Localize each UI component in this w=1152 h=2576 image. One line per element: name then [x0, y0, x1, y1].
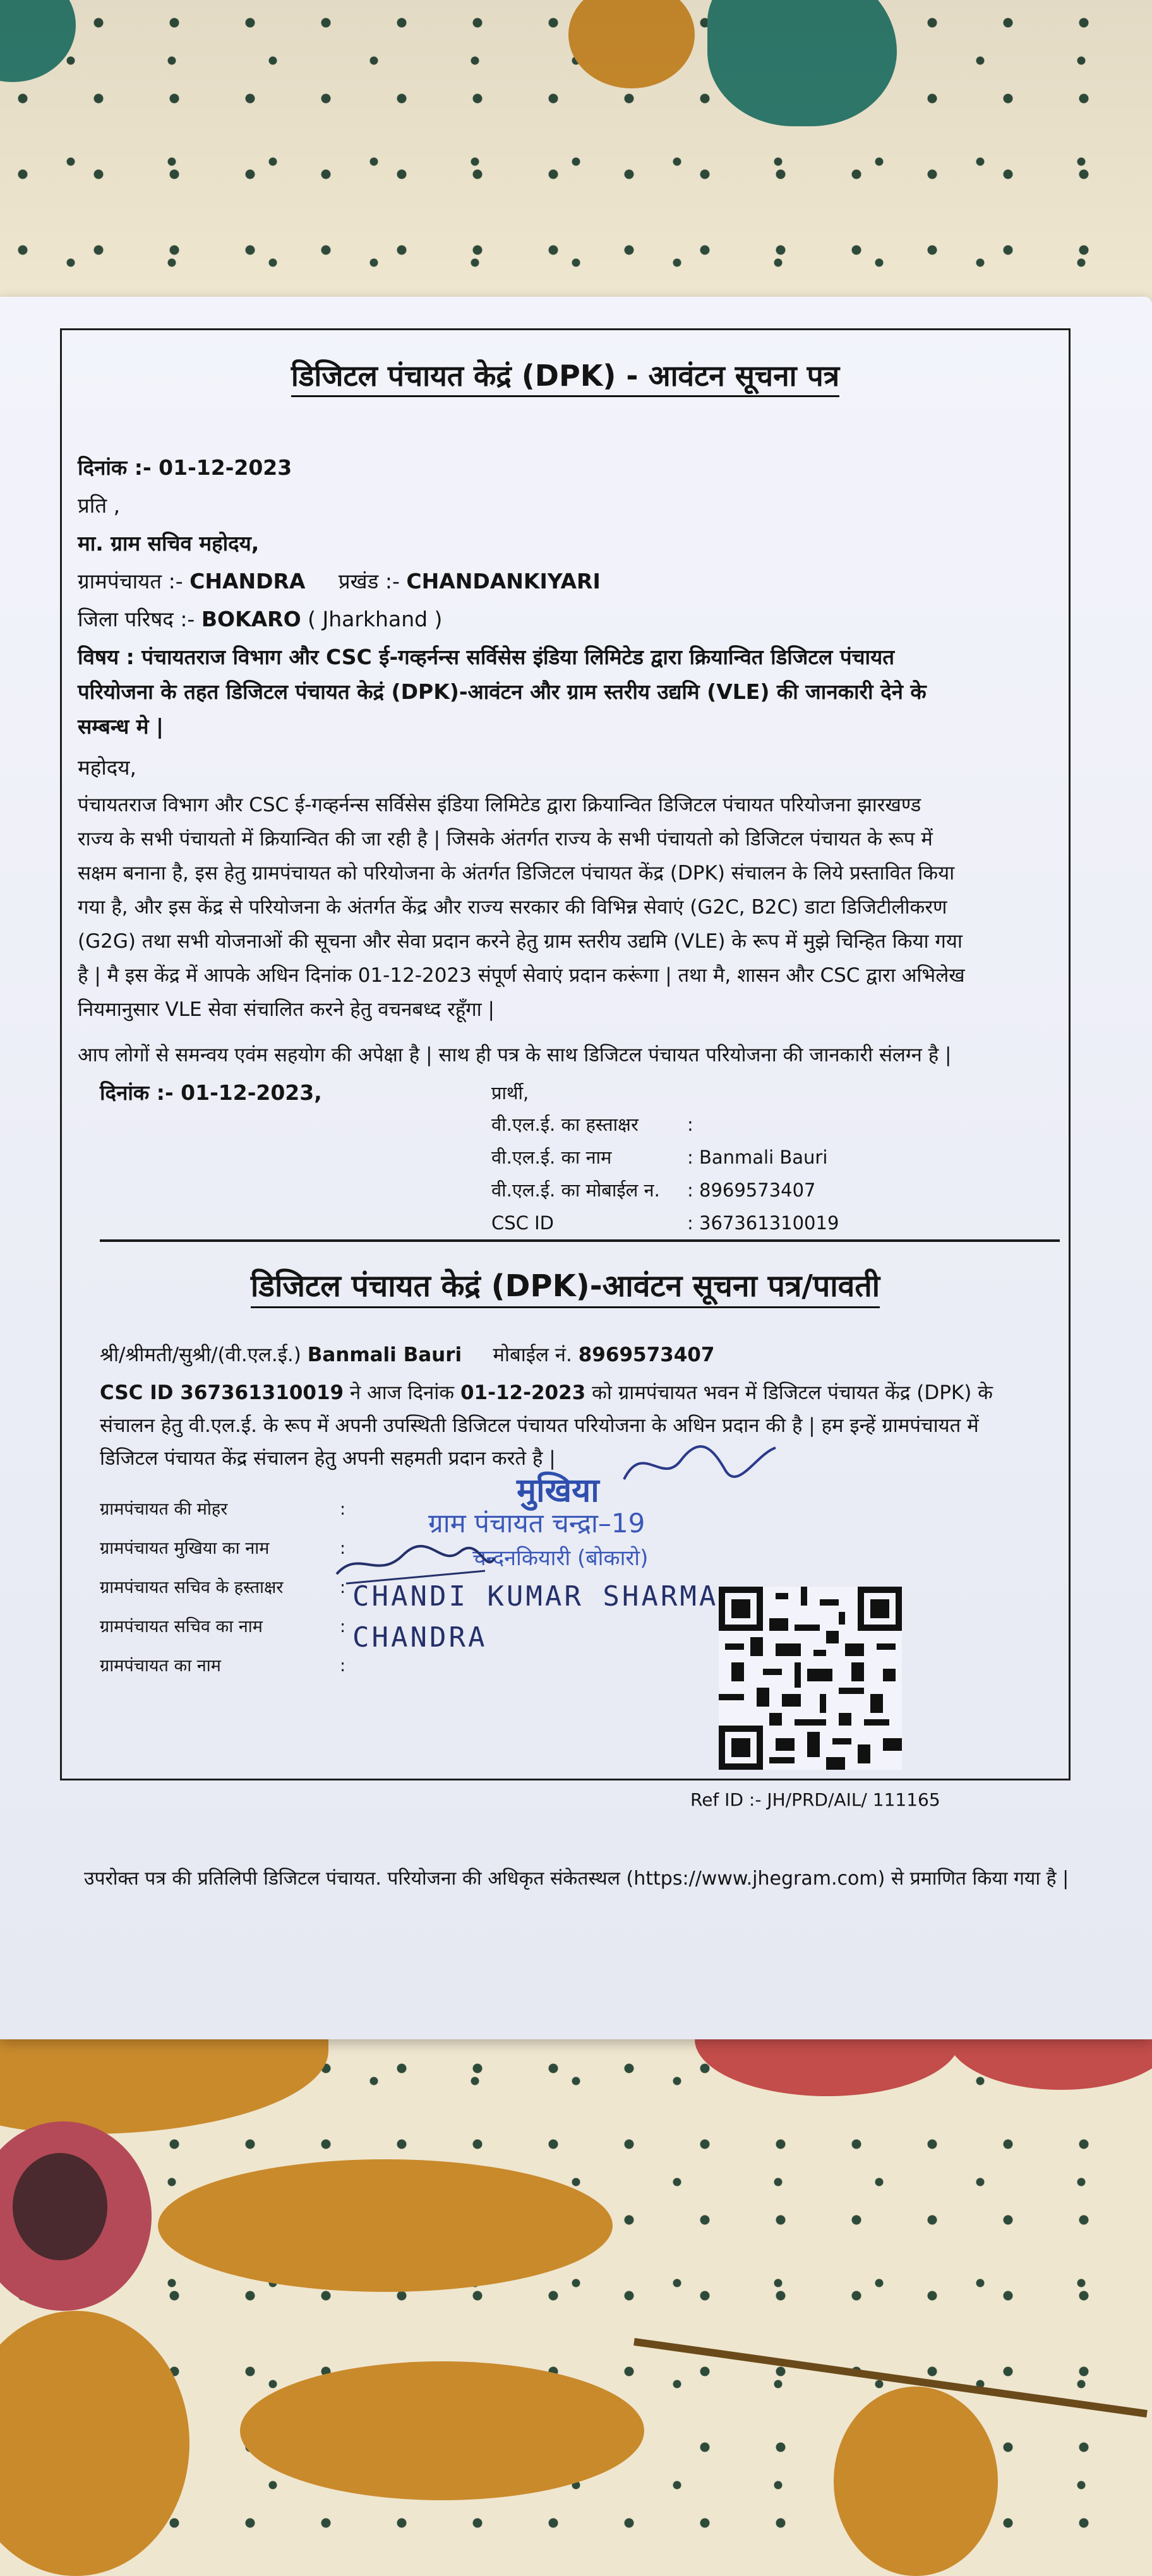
receipt-field-value: :	[340, 1539, 346, 1558]
stamp-title: मुखिया	[517, 1472, 599, 1510]
section-divider	[100, 1239, 1060, 1242]
body-line: गया है, और इस केंद्र से परियोजना के अंतर्गत केंद्र और राज्य सरकार की विभिन्न सेवाएं (G2C, B2C) डाटा डिजिटीलीकरण	[78, 896, 947, 919]
subject-line-1: विषय : पंचायतराज विभाग और CSC ई-गव्हर्नन्स सर्विसेस इंडिया लिमिटेड द्वारा क्रियान्वित डिजिटल पंचायत	[78, 645, 895, 669]
csc-id: CSC ID 367361310019	[100, 1381, 344, 1404]
vle-row-value: :	[687, 1114, 693, 1135]
vle-row-value: : Banmali Bauri	[687, 1147, 828, 1168]
receipt-field-value: :	[340, 1578, 346, 1597]
cloth-flower-seeds	[13, 2153, 107, 2260]
receipt-line-2: संचालन हेतु वी.एल.ई. के रूप में अपनी उपस्थिती डिजिटल पंचायत परियोजना के अधिन प्रदान की है | हम इन्हें ग्रामपंचायत में	[100, 1414, 979, 1437]
letter-date: दिनांक :- 01-12-2023	[78, 455, 292, 480]
cloth-petal-orange-2	[158, 2159, 613, 2292]
body-paragraph	[78, 788, 1057, 1027]
vle-details	[491, 1110, 839, 1241]
receipt-line-1-b: को ग्रामपंचायत भवन में डिजिटल पंचायत केंद्र (DPK) के	[592, 1381, 993, 1404]
vle-row	[491, 1176, 839, 1208]
footer-note: उपरोक्त पत्र की प्रतिलिपी डिजिटल पंचायत. परियोजना की अधिकृत संकेतस्थल (https://www.jhegram.com) से प्रमाणित किया गया है |	[84, 1868, 1069, 1890]
vle-row-value: : 8969573407	[687, 1179, 816, 1201]
letter-title: डिजिटल पंचायत केद्रं (DPK) - आवंटन सूचना पत्र	[62, 355, 1069, 395]
receipt-title: डिजिटल पंचायत केद्रं (DPK)-आवंटन सूचना पत्र/पावती	[62, 1265, 1069, 1306]
subject-line-2: परियोजना के तहत डिजिटल पंचायत केद्रं (DPK)-आवंटन और ग्राम स्तरीय उद्यमि (VLE) की जानकारी देने के	[78, 679, 927, 704]
receipt-field	[100, 1573, 345, 1613]
receipt-field	[100, 1613, 345, 1652]
document-frame	[60, 328, 1071, 1890]
top-shadow	[0, 0, 1152, 297]
district-line	[78, 605, 442, 634]
receipt-line-3: डिजिटल पंचायत केंद्र संचालन हेतु अपनी सहमती प्रदान करते है |	[100, 1447, 556, 1470]
applicant-label: प्रार्थी,	[491, 1082, 529, 1104]
vle-row-label: वी.एल.ई. का मोबाईल न.	[491, 1179, 660, 1201]
cloth-petal-orange-4	[240, 2361, 644, 2500]
receipt-field-value: :	[340, 1617, 346, 1637]
body-line: नियमानुसार VLE सेवा संचालित करने हेतु वचनबध्द रहूँगा |	[78, 998, 495, 1021]
handwritten-panchayat-name: CHANDRA	[352, 1621, 488, 1654]
panchayat-label: ग्रामपंचायत :-	[78, 569, 183, 593]
ref-id: Ref ID :- JH/PRD/AIL/ 111165	[690, 1789, 940, 1810]
salutation: महोदय,	[78, 755, 136, 780]
vle-row	[491, 1208, 839, 1241]
bottom-cloth	[0, 2008, 1152, 2576]
receipt-field-label: ग्रामपंचायत की मोहर	[100, 1500, 228, 1519]
vle-row	[491, 1143, 839, 1176]
receipt-line-1-a: ने आज दिनांक	[349, 1381, 455, 1404]
vle-mobile: 8969573407	[578, 1344, 715, 1366]
panchayat-value: CHANDRA	[189, 569, 306, 593]
body-line: पंचायतराज विभाग और CSC ई-गव्हर्नन्स सर्विसेस इंडिया लिमिटेड द्वारा क्रियान्वित डिजिटल पंचायत परियोजना झारखण्ड	[78, 794, 921, 816]
state-value: ( Jharkhand )	[308, 607, 443, 631]
district-label: जिला परिषद :-	[78, 607, 195, 631]
vle-name: Banmali Bauri	[307, 1344, 462, 1366]
name-prefix: श्री/श्रीमती/सुश्री/(वी.एल.ई.)	[100, 1344, 301, 1366]
addressee: मा. ग्राम सचिव महोदय,	[78, 531, 260, 556]
stamp-line: ग्राम पंचायत चन्द्रा–19	[428, 1508, 645, 1539]
body-line: राज्य के सभी पंचायतो में क्रियान्वित की जा रही है | जिसके अंतर्गत राज्य के सभी पंचायतो को डिजिटल पंचायत के रूप में	[78, 828, 933, 850]
receipt-name-line	[100, 1340, 714, 1369]
qr-code	[719, 1587, 902, 1770]
cloth-petal-orange-5	[834, 2387, 998, 2576]
receipt-field-label: ग्रामपंचायत मुखिया का नाम	[100, 1539, 270, 1558]
receipt-field	[100, 1534, 345, 1573]
handwritten-secretary-name: CHANDI KUMAR SHARMA	[352, 1580, 719, 1613]
block-value: CHANDANKIYARI	[406, 569, 601, 593]
stamp-subline: चन्दनकियारी (बोकारो)	[472, 1546, 649, 1571]
receipt-field-value: :	[340, 1656, 346, 1676]
receipt-field	[100, 1495, 345, 1534]
receipt-line-1	[100, 1378, 993, 1407]
block-label: प्रखंड :-	[338, 569, 400, 593]
district-value: BOKARO	[201, 607, 301, 631]
vle-row-label: वी.एल.ई. का हस्ताक्षर	[491, 1114, 639, 1135]
receipt-fields	[100, 1495, 345, 1691]
subject-line-3: सम्बन्ध मे |	[78, 714, 164, 739]
vle-row-value: : 367361310019	[687, 1212, 839, 1234]
recipient-prefix: प्रति ,	[78, 493, 121, 518]
receipt-field	[100, 1652, 345, 1691]
document-paper	[0, 297, 1152, 2039]
closing-line: आप लोगों से समन्वय एवंम सहयोग की अपेक्षा है | साथ ही पत्र के साथ डिजिटल पंचायत परियोजना की जानकारी संलग्न है |	[78, 1044, 952, 1066]
signoff-date: दिनांक :- 01-12-2023,	[100, 1080, 322, 1105]
receipt-field-label: ग्रामपंचायत सचिव का नाम	[100, 1617, 263, 1637]
receipt-field-label: ग्रामपंचायत सचिव के हस्ताक्षर	[100, 1578, 284, 1597]
body-line: सक्षम बनाना है, इस हेतु ग्रामपंचायत को परियोजना के अंतर्गत डिजिटल पंचायत केंद्र (DPK) संचालन के लिये प्रस्तावित किया	[78, 862, 955, 885]
body-line: (G2G) तथा सभी योजनाओं की सूचना और सेवा प्रदान करने हेतु ग्राम स्तरीय उद्यमि (VLE) के रूप में मुझे चिन्हित किया गया	[78, 930, 963, 953]
receipt-date: 01-12-2023	[460, 1381, 586, 1404]
body-line: है | मै इस केंद्र में आपके अधिन दिनांक 01-12-2023 संपूर्ण सेवाएं प्रदान करूंगा | तथा मै, शासन और CSC द्वारा अभिलेख	[78, 964, 965, 987]
vle-row	[491, 1110, 839, 1143]
vle-row-label: वी.एल.ई. का नाम	[491, 1147, 612, 1168]
receipt-field-label: ग्रामपंचायत का नाम	[100, 1656, 221, 1676]
mobile-label: मोबाईल नं.	[493, 1344, 572, 1366]
panchayat-line	[78, 567, 601, 596]
receipt-field-value: :	[340, 1500, 346, 1519]
cloth-petal-orange-3	[0, 2311, 189, 2576]
vle-row-label: CSC ID	[491, 1212, 555, 1234]
mukhiya-signature	[618, 1435, 782, 1492]
